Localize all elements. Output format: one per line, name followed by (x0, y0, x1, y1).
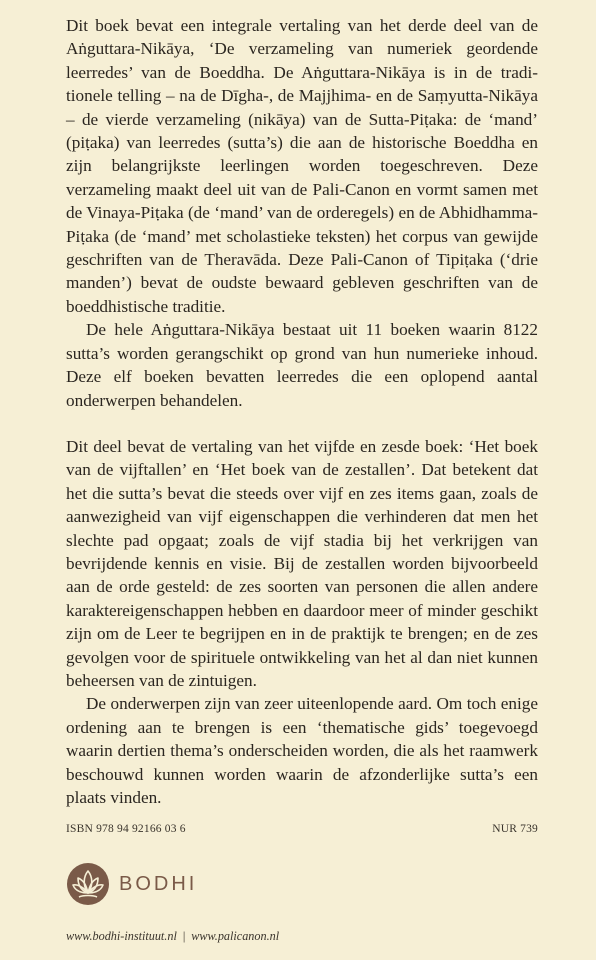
website-link-bodhi[interactable]: www.bodhi-instituut.nl (66, 929, 177, 943)
publisher-name: BODHI (119, 872, 198, 895)
isbn-row (66, 823, 538, 835)
publisher-logo (66, 862, 197, 906)
isbn: ISBN 978 94 92166 03 6 (66, 823, 186, 835)
footer-links (66, 929, 279, 944)
paragraph-2: De hele Aṅguttara-Nikāya bestaat uit 11 boeken waarin 8122 sutta’s worden gerangschikt op grond van hun numerieke inhoud. Deze elf boeken bevatten leerredes die een oplopend aantal onderwerpen behandelen. (66, 320, 538, 410)
paragraph-1: Dit boek bevat een integrale vertaling van het derde deel van de Aṅguttara-Nikāya, ‘De verzameling van numeriek geordende leerredes’ van de Boeddha. De Aṅguttara-Nikāya is in de traditionele telling – na de Dīgha-, de Majjhima- en de Saṃyutta-Nikāya – de vierde verzameling (nikāya) van de Sutta-Piṭaka: de ‘mand’ (piṭaka) van leerredes (sutta’s) die aan de historische Boeddha en zijn belangrijkste leerlingen worden toegeschreven. Deze verzameling maakt deel uit van de Pali-Canon en vormt samen met de Vinaya-Piṭaka (de ‘mand’ van de orderegels) en de Abhidhamma-Piṭaka (de ‘mand’ met scholastieke teksten) het corpus van gewijde geschriften van de Theravāda. Deze Pali-Canon of Tipiṭaka (‘drie manden’) bevat de oudste bewaard gebleven geschriften van de boeddhistische traditie. (66, 16, 538, 316)
nur-code: NUR 739 (492, 823, 538, 835)
paragraph-3: Dit deel bevat de vertaling van het vijfde en zesde boek: ‘Het boek van de vijftallen’ en ‘Het boek van de zestallen’. Dat betekent dat het die sutta’s bevat die steeds over vijf en zes items gaan, zoals de aanwezigheid van vijf eigenschappen die verhinderen dat men het slechte pad opgaat; zoals de vijf stadia bij het verkrijgen van bevrijdende kennis en visie. Bij de zestallen worden bijvoorbeeld aan de orde gesteld: de zes soorten van personen die allen andere karaktereigenschappen hebben en daardoor meer of minder geschikt zijn om de Leer te begrijpen en in de praktijk te brengen; en de zes gevolgen voor de spirituele ontwikkeling van het al dan niet kunnen beheersen van de zintuigen. (66, 436, 538, 690)
link-separator: | (182, 929, 186, 943)
lotus-circle-icon (66, 862, 110, 906)
paragraph-4: De onderwerpen zijn van zeer uiteenlopende aard. Om toch enige ordening aan te brengen is een ‘thematische gids’ toegevoegd waarin dertien thema’s onderscheiden worden, die als het raamwerk beschouwd kunnen worden waarin de afzonderlijke sutta’s een plaats vinden. (66, 694, 538, 807)
back-cover-text (66, 14, 538, 809)
website-link-palicanon[interactable]: www.palicanon.nl (191, 929, 280, 943)
